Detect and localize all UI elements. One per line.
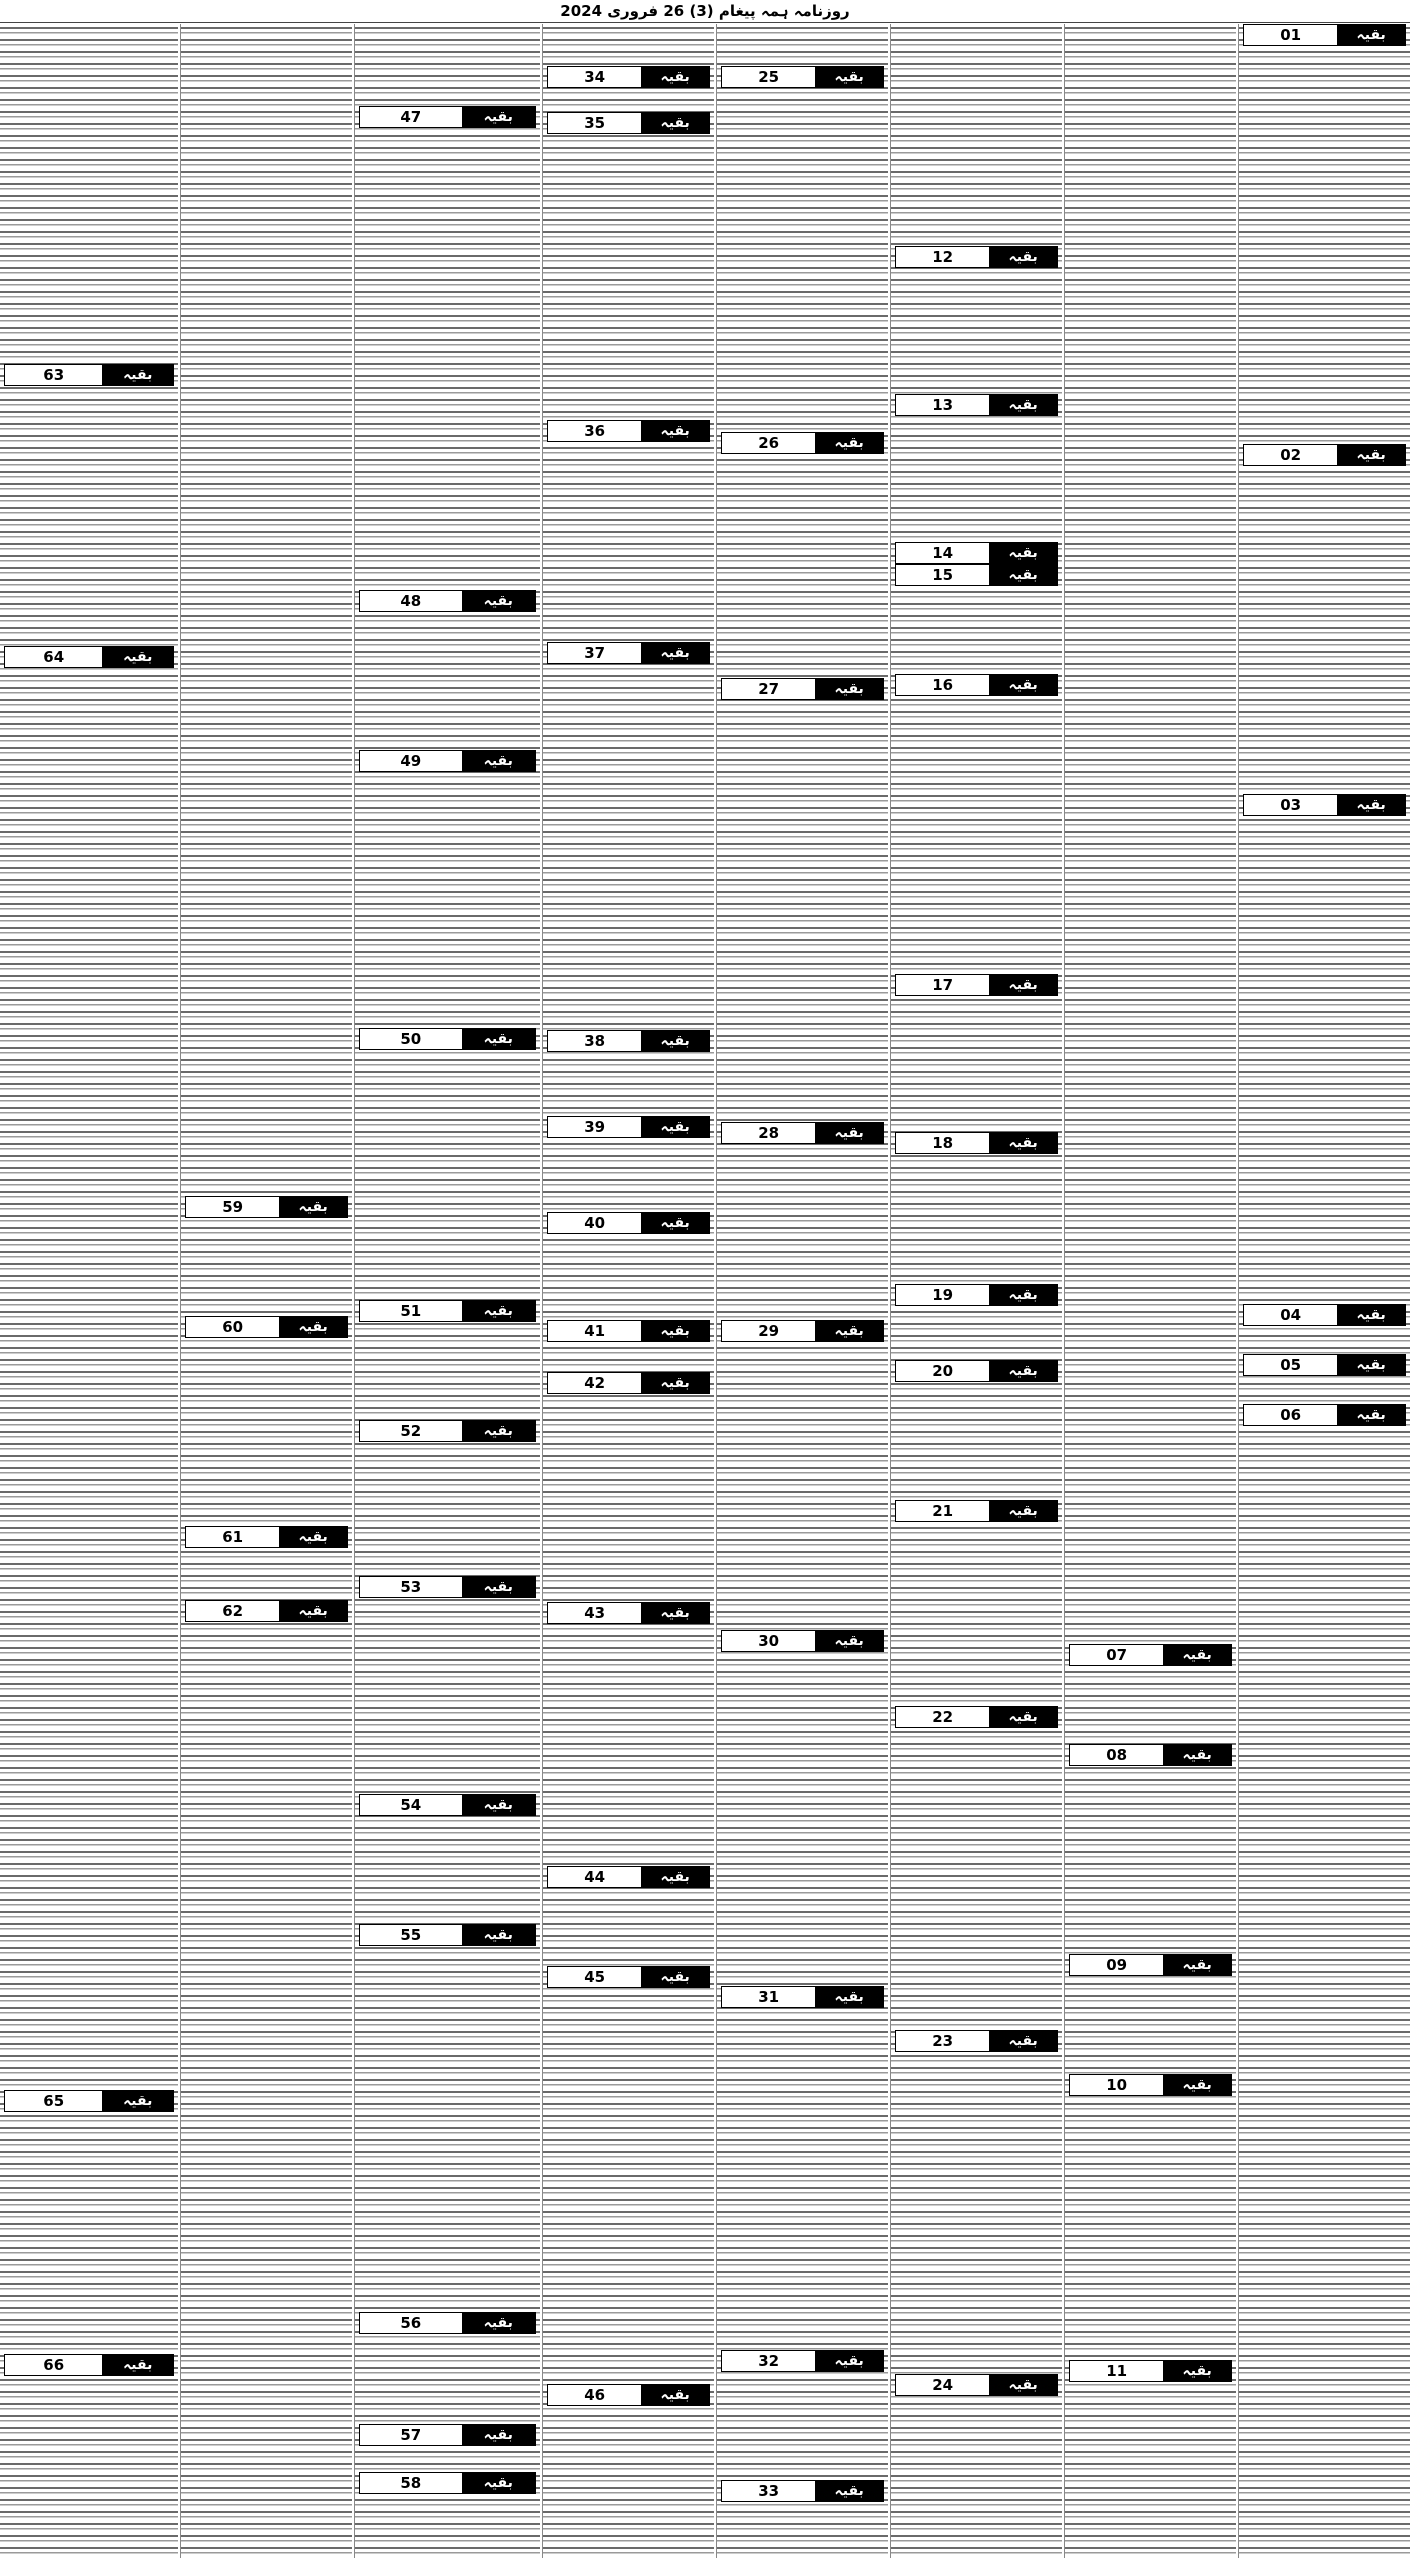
continuation-block: [547, 1320, 710, 1342]
continuation-label: بقیہ: [641, 421, 709, 441]
continuation-label: بقیہ: [815, 1631, 883, 1651]
block-number: 45: [584, 1968, 606, 1986]
continuation-label: بقیہ: [989, 2031, 1057, 2051]
continuation-label: بقیہ: [462, 1795, 536, 1815]
continuation-block: [1243, 1304, 1406, 1326]
block-number: 03: [1280, 796, 1302, 814]
block-number: 49: [400, 752, 422, 770]
continuation-block: [359, 1028, 536, 1050]
continuation-block: [359, 590, 536, 612]
continuation-block: [895, 1360, 1058, 1382]
continuation-block: [4, 2354, 174, 2376]
continuation-block: [547, 420, 710, 442]
block-number: 06: [1280, 1406, 1302, 1424]
continuation-block: [895, 1284, 1058, 1306]
block-number: 31: [758, 1988, 780, 2006]
block-number: 30: [758, 1632, 780, 1650]
continuation-label: بقیہ: [815, 1123, 883, 1143]
continuation-label: بقیہ: [989, 565, 1057, 585]
continuation-label: بقیہ: [989, 1707, 1057, 1727]
continuation-block: [721, 1630, 884, 1652]
continuation-label: بقیہ: [641, 2385, 709, 2405]
column-2: [1064, 24, 1236, 2558]
continuation-label: بقیہ: [989, 543, 1057, 563]
continuation-label: بقیہ: [641, 1603, 709, 1623]
continuation-label: بقیہ: [462, 591, 536, 611]
continuation-label: بقیہ: [989, 1285, 1057, 1305]
block-number: 54: [400, 1796, 422, 1814]
block-number: 37: [584, 644, 606, 662]
block-number: 53: [400, 1578, 422, 1596]
block-number: 12: [932, 248, 954, 266]
continuation-block: [185, 1196, 348, 1218]
continuation-block: [895, 1500, 1058, 1522]
continuation-block: [721, 1320, 884, 1342]
continuation-label: بقیہ: [989, 2375, 1057, 2395]
continuation-block: [547, 642, 710, 664]
continuation-label: بقیہ: [279, 1317, 347, 1337]
block-number: 07: [1106, 1646, 1128, 1664]
continuation-block: [547, 1866, 710, 1888]
continuation-block: [895, 974, 1058, 996]
continuation-block: [185, 1526, 348, 1548]
continuation-block: [547, 1030, 710, 1052]
continuation-block: [721, 678, 884, 700]
column-6: [354, 24, 540, 2558]
continuation-block: [895, 674, 1058, 696]
block-number: 60: [222, 1318, 244, 1336]
continuation-block: [359, 106, 536, 128]
continuation-block: [1069, 2360, 1232, 2382]
continuation-label: بقیہ: [1163, 2075, 1231, 2095]
block-number: 23: [932, 2032, 954, 2050]
continuation-block: [895, 1132, 1058, 1154]
block-number: 02: [1280, 446, 1302, 464]
continuation-label: بقیہ: [815, 2351, 883, 2371]
continuation-label: بقیہ: [462, 1029, 536, 1049]
block-number: 32: [758, 2352, 780, 2370]
continuation-block: [547, 1116, 710, 1138]
continuation-label: بقیہ: [815, 1987, 883, 2007]
block-number: 13: [932, 396, 954, 414]
continuation-label: بقیہ: [641, 1967, 709, 1987]
column-8: [0, 24, 178, 2558]
block-number: 19: [932, 1286, 954, 1304]
continuation-label: بقیہ: [641, 1867, 709, 1887]
continuation-block: [359, 1300, 536, 1322]
continuation-block: [547, 112, 710, 134]
block-number: 62: [222, 1602, 244, 1620]
continuation-label: بقیہ: [641, 67, 709, 87]
continuation-block: [547, 1602, 710, 1624]
continuation-block: [1069, 1954, 1232, 1976]
continuation-block: [895, 246, 1058, 268]
block-number: 64: [43, 648, 65, 666]
block-number: 47: [400, 108, 422, 126]
continuation-label: بقیہ: [462, 2425, 536, 2445]
continuation-label: بقیہ: [102, 2091, 173, 2111]
column-7: [180, 24, 352, 2558]
continuation-block: [547, 66, 710, 88]
continuation-label: بقیہ: [815, 433, 883, 453]
block-number: 52: [400, 1422, 422, 1440]
continuation-block: [1069, 1744, 1232, 1766]
block-number: 14: [932, 544, 954, 562]
continuation-block: [359, 2424, 536, 2446]
block-number: 56: [400, 2314, 422, 2332]
continuation-label: بقیہ: [1163, 2361, 1231, 2381]
continuation-block: [1243, 1354, 1406, 1376]
continuation-label: بقیہ: [989, 395, 1057, 415]
block-number: 59: [222, 1198, 244, 1216]
block-number: 10: [1106, 2076, 1128, 2094]
block-number: 46: [584, 2386, 606, 2404]
block-number: 42: [584, 1374, 606, 1392]
block-number: 18: [932, 1134, 954, 1152]
continuation-label: بقیہ: [641, 643, 709, 663]
block-number: 22: [932, 1708, 954, 1726]
continuation-label: بقیہ: [641, 1213, 709, 1233]
block-number: 34: [584, 68, 606, 86]
block-number: 33: [758, 2482, 780, 2500]
block-number: 36: [584, 422, 606, 440]
continuation-block: [895, 2374, 1058, 2396]
continuation-label: بقیہ: [641, 1373, 709, 1393]
continuation-label: بقیہ: [102, 365, 173, 385]
continuation-label: بقیہ: [462, 1421, 536, 1441]
continuation-block: [359, 750, 536, 772]
block-number: 17: [932, 976, 954, 994]
continuation-block: [4, 2090, 174, 2112]
continuation-label: بقیہ: [815, 1321, 883, 1341]
continuation-label: بقیہ: [1337, 1305, 1405, 1325]
continuation-label: بقیہ: [462, 2473, 536, 2493]
continuation-block: [721, 2350, 884, 2372]
continuation-label: بقیہ: [815, 67, 883, 87]
block-number: 55: [400, 1926, 422, 1944]
block-number: 63: [43, 366, 65, 384]
block-number: 40: [584, 1214, 606, 1232]
continuation-label: بقیہ: [641, 1031, 709, 1051]
continuation-label: بقیہ: [1337, 1405, 1405, 1425]
continuation-label: بقیہ: [989, 1361, 1057, 1381]
block-number: 39: [584, 1118, 606, 1136]
continuation-block: [359, 2472, 536, 2494]
continuation-label: بقیہ: [1163, 1745, 1231, 1765]
continuation-label: بقیہ: [989, 1501, 1057, 1521]
block-number: 41: [584, 1322, 606, 1340]
continuation-block: [895, 564, 1058, 586]
continuation-label: بقیہ: [1337, 25, 1405, 45]
block-number: 08: [1106, 1746, 1128, 1764]
block-number: 27: [758, 680, 780, 698]
block-number: 35: [584, 114, 606, 132]
continuation-label: بقیہ: [279, 1601, 347, 1621]
continuation-block: [721, 432, 884, 454]
block-number: 57: [400, 2426, 422, 2444]
continuation-label: بقیہ: [279, 1527, 347, 1547]
continuation-block: [547, 1966, 710, 1988]
continuation-label: بقیہ: [989, 247, 1057, 267]
continuation-label: بقیہ: [641, 113, 709, 133]
continuation-block: [1069, 2074, 1232, 2096]
continuation-block: [547, 1372, 710, 1394]
continuation-block: [359, 2312, 536, 2334]
continuation-label: بقیہ: [1163, 1955, 1231, 1975]
continuation-label: بقیہ: [989, 675, 1057, 695]
continuation-label: بقیہ: [462, 1577, 536, 1597]
continuation-block: [359, 1420, 536, 1442]
block-number: 44: [584, 1868, 606, 1886]
continuation-label: بقیہ: [641, 1117, 709, 1137]
block-number: 28: [758, 1124, 780, 1142]
block-number: 21: [932, 1502, 954, 1520]
block-number: 48: [400, 592, 422, 610]
continuation-block: [547, 2384, 710, 2406]
block-number: 20: [932, 1362, 954, 1380]
continuation-label: بقیہ: [815, 679, 883, 699]
page-header: روزنامہ ہمہ پیغام (3) 26 فروری 2024: [0, 0, 1410, 23]
continuation-block: [1243, 444, 1406, 466]
continuation-label: بقیہ: [279, 1197, 347, 1217]
block-number: 58: [400, 2474, 422, 2492]
continuation-label: بقیہ: [102, 647, 173, 667]
continuation-block: [1243, 24, 1406, 46]
continuation-block: [4, 646, 174, 668]
continuation-block: [895, 394, 1058, 416]
continuation-block: [895, 2030, 1058, 2052]
block-number: 16: [932, 676, 954, 694]
continuation-label: بقیہ: [1337, 1355, 1405, 1375]
column-1: [1238, 24, 1410, 2558]
block-number: 15: [932, 566, 954, 584]
continuation-block: [895, 542, 1058, 564]
continuation-label: بقیہ: [641, 1321, 709, 1341]
column-3: [890, 24, 1062, 2558]
continuation-block: [1243, 1404, 1406, 1426]
block-number: 38: [584, 1032, 606, 1050]
block-number: 29: [758, 1322, 780, 1340]
block-number: 01: [1280, 26, 1302, 44]
block-number: 65: [43, 2092, 65, 2110]
block-number: 51: [400, 1302, 422, 1320]
continuation-label: بقیہ: [989, 1133, 1057, 1153]
continuation-block: [547, 1212, 710, 1234]
block-number: 50: [400, 1030, 422, 1048]
block-number: 11: [1106, 2362, 1128, 2380]
continuation-label: بقیہ: [1337, 445, 1405, 465]
block-number: 09: [1106, 1956, 1128, 1974]
continuation-label: بقیہ: [462, 1925, 536, 1945]
block-number: 05: [1280, 1356, 1302, 1374]
continuation-label: بقیہ: [1337, 795, 1405, 815]
continuation-label: بقیہ: [1163, 1645, 1231, 1665]
continuation-label: بقیہ: [989, 975, 1057, 995]
continuation-label: بقیہ: [462, 751, 536, 771]
column-4: [716, 24, 888, 2558]
continuation-block: [895, 1706, 1058, 1728]
block-number: 26: [758, 434, 780, 452]
continuation-block: [721, 1122, 884, 1144]
block-number: 25: [758, 68, 780, 86]
continuation-block: [4, 364, 174, 386]
continuation-label: بقیہ: [462, 2313, 536, 2333]
continuation-label: بقیہ: [462, 107, 536, 127]
column-5: [542, 24, 714, 2558]
continuation-block: [721, 2480, 884, 2502]
continuation-block: [1243, 794, 1406, 816]
continuation-block: [721, 66, 884, 88]
continuation-block: [359, 1794, 536, 1816]
block-number: 61: [222, 1528, 244, 1546]
continuation-block: [1069, 1644, 1232, 1666]
block-number: 04: [1280, 1306, 1302, 1324]
continuation-block: [721, 1986, 884, 2008]
continuation-block: [359, 1924, 536, 1946]
continuation-block: [185, 1600, 348, 1622]
continuation-label: بقیہ: [102, 2355, 173, 2375]
continuation-block: [185, 1316, 348, 1338]
block-number: 24: [932, 2376, 954, 2394]
block-number: 43: [584, 1604, 606, 1622]
block-number: 66: [43, 2356, 65, 2374]
continuation-block: [359, 1576, 536, 1598]
continuation-label: بقیہ: [462, 1301, 536, 1321]
continuation-label: بقیہ: [815, 2481, 883, 2501]
